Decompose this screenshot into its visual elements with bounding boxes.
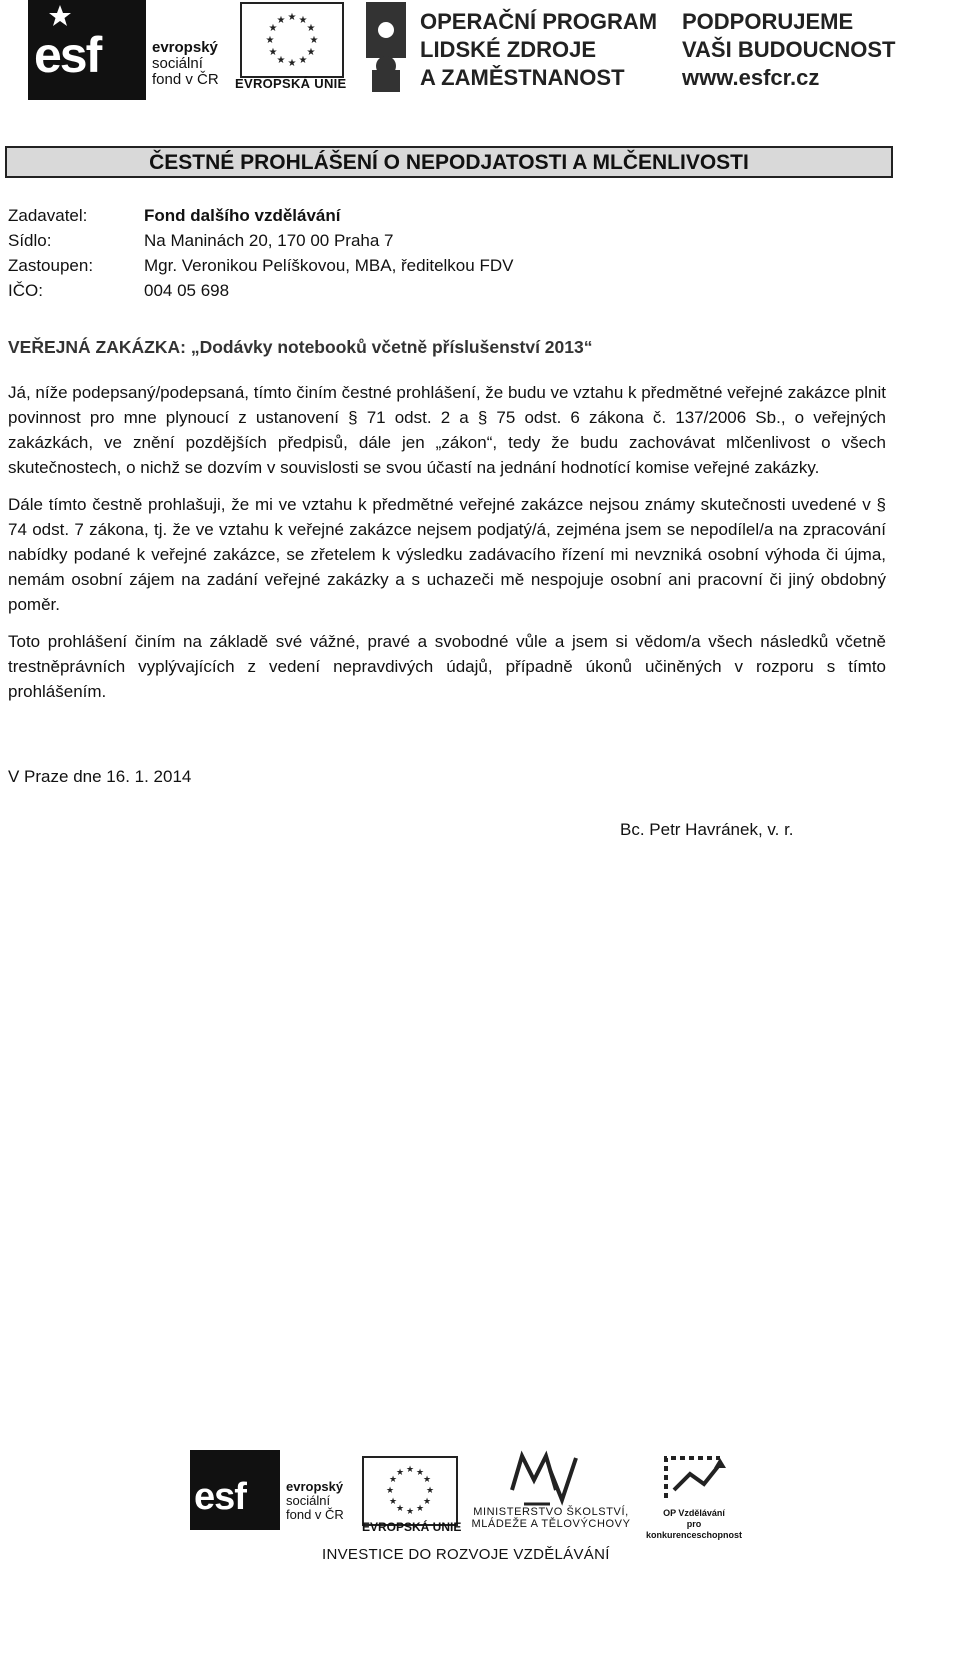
footer-eu-label: EVROPSKÁ UNIE bbox=[362, 1520, 462, 1534]
footer-esf-line-2: sociální bbox=[286, 1493, 331, 1508]
support-url: www.esfcr.cz bbox=[682, 65, 820, 90]
msmt-text bbox=[466, 1506, 636, 1530]
sidlo-value: Na Maninách 20, 170 00 Praha 7 bbox=[144, 231, 394, 250]
eu-label: EVROPSKÁ UNIE bbox=[235, 76, 347, 91]
svg-text:★: ★ bbox=[405, 1507, 415, 1517]
footer-esf-line-1: evropský bbox=[286, 1479, 344, 1494]
svg-text:★: ★ bbox=[395, 1504, 405, 1514]
title-box bbox=[5, 146, 893, 178]
footer-slogan: INVESTICE DO ROZVOJE VZDĚLÁVÁNÍ bbox=[322, 1546, 610, 1563]
esf-star-icon bbox=[48, 4, 72, 28]
tender-name: „Dodávky notebooků včetně příslušenství 2013“ bbox=[190, 337, 593, 357]
eu-flag bbox=[240, 2, 344, 78]
zastoupen-label: Zastoupen: bbox=[8, 256, 94, 275]
svg-text:★: ★ bbox=[309, 35, 319, 46]
msmt-line-1: MINISTERSTVO ŠKOLSTVÍ, bbox=[473, 1506, 629, 1518]
info-row-zastoupen bbox=[8, 253, 886, 278]
svg-text:★: ★ bbox=[268, 23, 278, 34]
document-title: ČESTNÉ PROHLÁŠENÍ O NEPODJATOSTI A MLČENLIVOSTI bbox=[149, 151, 749, 174]
svg-text:★: ★ bbox=[298, 15, 308, 26]
svg-text:★: ★ bbox=[276, 15, 286, 26]
support-line-1: PODPORUJEME bbox=[682, 9, 854, 34]
svg-text:★: ★ bbox=[415, 1468, 425, 1478]
esf-line-2: sociální bbox=[152, 55, 203, 72]
zadavatel-label: Zadavatel: bbox=[8, 206, 88, 225]
msmt-line-2: MLÁDEŽE A TĚLOVÝCHOVY bbox=[471, 1518, 631, 1530]
tender-label: VEŘEJNÁ ZAKÁZKA: bbox=[8, 337, 186, 357]
declaration-paragraph-3: Toto prohlášení činím na základě své vážné, pravé a svobodné vůle a jsem si vědom/a všech následků včetně trestněprávních vyplývajících z vedení nepravdivých údajů, případně úkonů učiněných v rozporu s tímto prohlášením. bbox=[8, 632, 886, 701]
footer-logos bbox=[190, 1450, 760, 1665]
footer-eu-stars-icon bbox=[364, 1458, 456, 1524]
op-vk-line-1: OP Vzdělávání bbox=[663, 1508, 725, 1518]
svg-text:★: ★ bbox=[405, 1465, 415, 1475]
sidlo-label: Sídlo: bbox=[8, 231, 52, 250]
support-line-2: VAŠI BUDOUCNOST bbox=[682, 37, 896, 62]
esf-logo bbox=[28, 0, 146, 100]
svg-text:★: ★ bbox=[306, 23, 316, 34]
tender-line bbox=[8, 335, 886, 360]
ico-label: IČO: bbox=[8, 281, 43, 300]
svg-text:★: ★ bbox=[265, 35, 275, 46]
zadavatel-value: Fond dalšího vzdělávání bbox=[144, 206, 341, 225]
op-vk-logo-icon bbox=[660, 1450, 730, 1506]
svg-text:★: ★ bbox=[385, 1486, 395, 1496]
info-row-sidlo bbox=[8, 228, 886, 253]
header-logos bbox=[28, 0, 938, 100]
declaration-paragraph-1: Já, níže podepsaný/podepsaná, tímto činím čestné prohlášení, že budu ve vztahu k předmětné veřejné zakázce plnit povinnost pro mne plynoucí z ustanovení § 71 odst. 2 a § 75 odst. 6 zákona č. 137/2006 Sb., o veřejných zakázkách, ve znění pozdějších předpisů, dále jen „zákon“, tedy že budu zachovávat mlčenlivost o všech skutečnostech, o nichž se dozvím v souvislosti se svou účastí na jednání hodnotící komise veřejné zakázky. bbox=[8, 383, 886, 477]
footer-esf-logo bbox=[190, 1450, 280, 1530]
zastoupen-value: Mgr. Veronikou Pelíškovou, MBA, ředitelkou FDV bbox=[144, 256, 514, 275]
svg-text:★: ★ bbox=[395, 1468, 405, 1478]
op-vk-text bbox=[638, 1508, 750, 1541]
document-body bbox=[8, 203, 886, 842]
svg-text:★: ★ bbox=[287, 12, 297, 23]
op-puzzle-icon bbox=[364, 0, 410, 94]
footer-esf-letters: esf bbox=[194, 1476, 246, 1518]
svg-text:★: ★ bbox=[388, 1475, 398, 1485]
svg-text:★: ★ bbox=[276, 55, 286, 66]
footer-eu-flag bbox=[362, 1456, 458, 1526]
svg-text:★: ★ bbox=[268, 47, 278, 58]
op-vk-line-2: pro konkurenceschopnost bbox=[645, 1519, 743, 1540]
op-line-2: LIDSKÉ ZDROJE bbox=[420, 37, 597, 62]
declaration-paragraph-2: Dále tímto čestně prohlašuji, že mi ve vztahu k předmětné veřejné zakázce nejsou známy skutečnosti uvedené v § 74 odst. 7 zákona, tj. že ve vztahu k veřejné zakázce nejsem podjatý/á, zejména jsem se nepodílel/a na zpracování nabídky podané k veřejné zakázce, se zřetelem k výsledku zadávacího řízení mi nevzniká osobní výhoda či újma, nemám osobní zájem na zadání veřejné zakázky a s uchazeči mě nespojuje osobní ani pracovní či jiný obdobný poměr. bbox=[8, 495, 886, 614]
svg-text:★: ★ bbox=[415, 1504, 425, 1514]
eu-stars-icon bbox=[242, 4, 342, 76]
svg-text:★: ★ bbox=[425, 1486, 435, 1496]
esf-line-3: fond v ČR bbox=[152, 71, 219, 88]
support-slogan bbox=[682, 8, 896, 92]
svg-text:★: ★ bbox=[422, 1497, 432, 1507]
ico-value: 004 05 698 bbox=[144, 281, 230, 300]
op-line-3: A ZAMĚSTNANOST bbox=[420, 65, 625, 90]
footer-esf-text bbox=[286, 1480, 344, 1522]
svg-text:★: ★ bbox=[388, 1497, 398, 1507]
svg-text:★: ★ bbox=[298, 55, 308, 66]
op-line-1: OPERAČNÍ PROGRAM bbox=[420, 9, 658, 34]
msmt-logo-icon bbox=[510, 1450, 580, 1506]
place-date: V Praze dne 16. 1. 2014 bbox=[8, 767, 192, 786]
svg-text:★: ★ bbox=[287, 58, 297, 69]
op-title bbox=[420, 8, 657, 92]
info-row-ico bbox=[8, 278, 886, 303]
footer-esf-line-3: fond v ČR bbox=[286, 1507, 344, 1522]
esf-logo-text bbox=[152, 40, 219, 88]
signature: Bc. Petr Havránek, v. r. bbox=[620, 820, 794, 839]
esf-logo-letters: esf bbox=[34, 27, 101, 83]
info-row-zadavatel bbox=[8, 203, 886, 228]
svg-text:★: ★ bbox=[422, 1475, 432, 1485]
esf-line-1: evropský bbox=[152, 39, 218, 56]
svg-text:★: ★ bbox=[306, 47, 316, 58]
